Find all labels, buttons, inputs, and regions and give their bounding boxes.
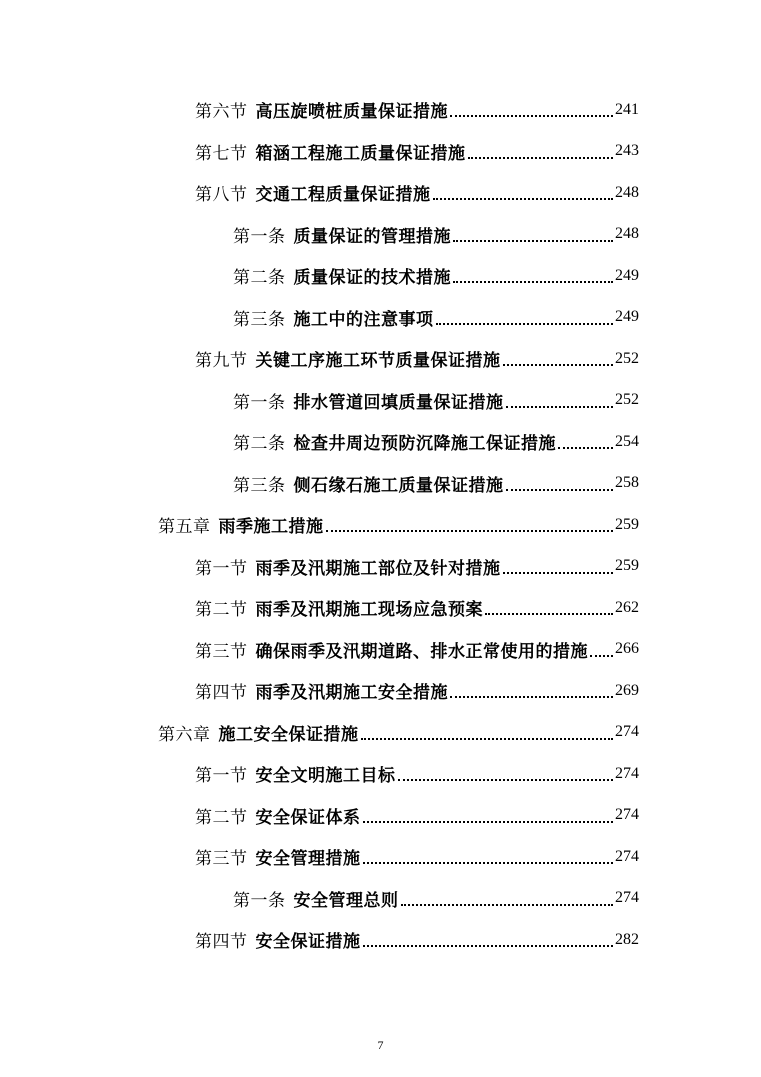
toc-title: 交通工程质量保证措施: [255, 185, 431, 206]
toc-page: 248: [615, 183, 639, 201]
toc-entry[interactable]: [195, 836, 639, 878]
dot-leader: [558, 446, 613, 449]
toc-entry[interactable]: [195, 131, 639, 173]
toc-label: 第三条: [233, 475, 286, 496]
dot-leader: [326, 529, 614, 532]
toc-entry[interactable]: [195, 795, 639, 837]
toc-page: 243: [615, 142, 639, 160]
toc-page: 282: [615, 930, 639, 948]
toc-label: 第二条: [233, 268, 286, 289]
dot-leader: [450, 695, 613, 698]
toc-entry[interactable]: [233, 463, 639, 505]
toc-page: 249: [615, 308, 639, 326]
dot-leader: [468, 156, 614, 159]
dot-leader: [590, 654, 613, 657]
toc-page: 252: [615, 391, 639, 409]
toc-entry[interactable]: [233, 255, 639, 297]
page-number: 7: [377, 1038, 384, 1052]
toc-title: 质量保证的管理措施: [293, 226, 451, 247]
toc-label: 第二条: [233, 434, 286, 455]
dot-leader: [436, 322, 614, 325]
toc-entry[interactable]: [195, 670, 639, 712]
toc-page: 249: [615, 266, 639, 284]
toc-title: 雨季及汛期施工现场应急预案: [255, 600, 483, 621]
toc-page: 258: [615, 474, 639, 492]
toc-title: 侧石缘石施工质量保证措施: [293, 475, 504, 496]
dot-leader: [453, 239, 613, 242]
toc-title: 雨季及汛期施工安全措施: [255, 683, 448, 704]
toc-label: 第五章: [158, 517, 211, 538]
toc-entry[interactable]: [233, 214, 639, 256]
toc-page: 269: [615, 681, 639, 699]
toc-page: 274: [615, 723, 639, 741]
dot-leader: [506, 488, 614, 491]
toc-title: 安全保证措施: [255, 932, 361, 953]
toc-title: 质量保证的技术措施: [293, 268, 451, 289]
toc-label: 第七节: [195, 143, 248, 164]
toc-label: 第二节: [195, 600, 248, 621]
toc-label: 第二节: [195, 807, 248, 828]
toc-entry[interactable]: [233, 380, 639, 422]
toc-entry[interactable]: [195, 172, 639, 214]
toc-title: 安全保证体系: [255, 807, 361, 828]
toc-page: 259: [615, 557, 639, 575]
toc-title: 关键工序施工环节质量保证措施: [255, 351, 501, 372]
toc-page: 241: [615, 100, 639, 118]
toc-label: 第一条: [233, 226, 286, 247]
toc-label: 第一节: [195, 766, 248, 787]
toc-title: 施工安全保证措施: [218, 724, 359, 745]
dot-leader: [363, 820, 614, 823]
toc-label: 第三节: [195, 849, 248, 870]
toc-entry[interactable]: [233, 421, 639, 463]
dot-leader: [503, 571, 614, 574]
toc-label: 第六节: [195, 102, 248, 123]
table-of-contents: [0, 89, 761, 961]
toc-label: 第六章: [158, 724, 211, 745]
dot-leader: [503, 363, 614, 366]
toc-page: 274: [615, 764, 639, 782]
toc-entry[interactable]: [195, 629, 639, 671]
toc-title: 安全管理措施: [255, 849, 361, 870]
toc-page: 259: [615, 515, 639, 533]
toc-page: 262: [615, 598, 639, 616]
toc-title: 施工中的注意事项: [293, 309, 434, 330]
toc-entry[interactable]: [233, 297, 639, 339]
toc-page: 254: [615, 432, 639, 450]
toc-entry[interactable]: [195, 546, 639, 588]
toc-label: 第四节: [195, 932, 248, 953]
dot-leader: [450, 114, 613, 117]
toc-label: 第四节: [195, 683, 248, 704]
dot-leader: [433, 197, 614, 200]
toc-title: 雨季施工措施: [218, 517, 324, 538]
toc-entry[interactable]: [158, 712, 639, 754]
dot-leader: [485, 612, 613, 615]
toc-label: 第一条: [233, 890, 286, 911]
toc-entry[interactable]: [195, 89, 639, 131]
toc-title: 箱涵工程施工质量保证措施: [255, 143, 466, 164]
dot-leader: [363, 861, 614, 864]
dot-leader: [361, 737, 614, 740]
toc-title: 确保雨季及汛期道路、排水正常使用的措施: [255, 641, 588, 662]
toc-entry[interactable]: [195, 587, 639, 629]
toc-label: 第八节: [195, 185, 248, 206]
toc-entry[interactable]: [158, 504, 639, 546]
toc-label: 第一条: [233, 392, 286, 413]
toc-title: 安全管理总则: [293, 890, 399, 911]
toc-entry[interactable]: [195, 753, 639, 795]
toc-page: 274: [615, 806, 639, 824]
toc-page: 266: [615, 640, 639, 658]
toc-title: 检查井周边预防沉降施工保证措施: [293, 434, 556, 455]
dot-leader: [506, 405, 614, 408]
dot-leader: [453, 280, 613, 283]
toc-title: 安全文明施工目标: [255, 766, 396, 787]
dot-leader: [401, 903, 614, 906]
toc-entry[interactable]: [195, 338, 639, 380]
toc-label: 第九节: [195, 351, 248, 372]
toc-label: 第一节: [195, 558, 248, 579]
toc-label: 第三条: [233, 309, 286, 330]
toc-page: 274: [615, 847, 639, 865]
toc-title: 排水管道回填质量保证措施: [293, 392, 504, 413]
toc-page: 252: [615, 349, 639, 367]
toc-page: 248: [615, 225, 639, 243]
toc-page: 274: [615, 889, 639, 907]
toc-label: 第三节: [195, 641, 248, 662]
toc-entry[interactable]: [233, 878, 639, 920]
dot-leader: [363, 944, 614, 947]
toc-title: 雨季及汛期施工部位及针对措施: [255, 558, 501, 579]
dot-leader: [398, 778, 614, 781]
toc-entry[interactable]: [195, 919, 639, 961]
toc-title: 高压旋喷桩质量保证措施: [255, 102, 448, 123]
